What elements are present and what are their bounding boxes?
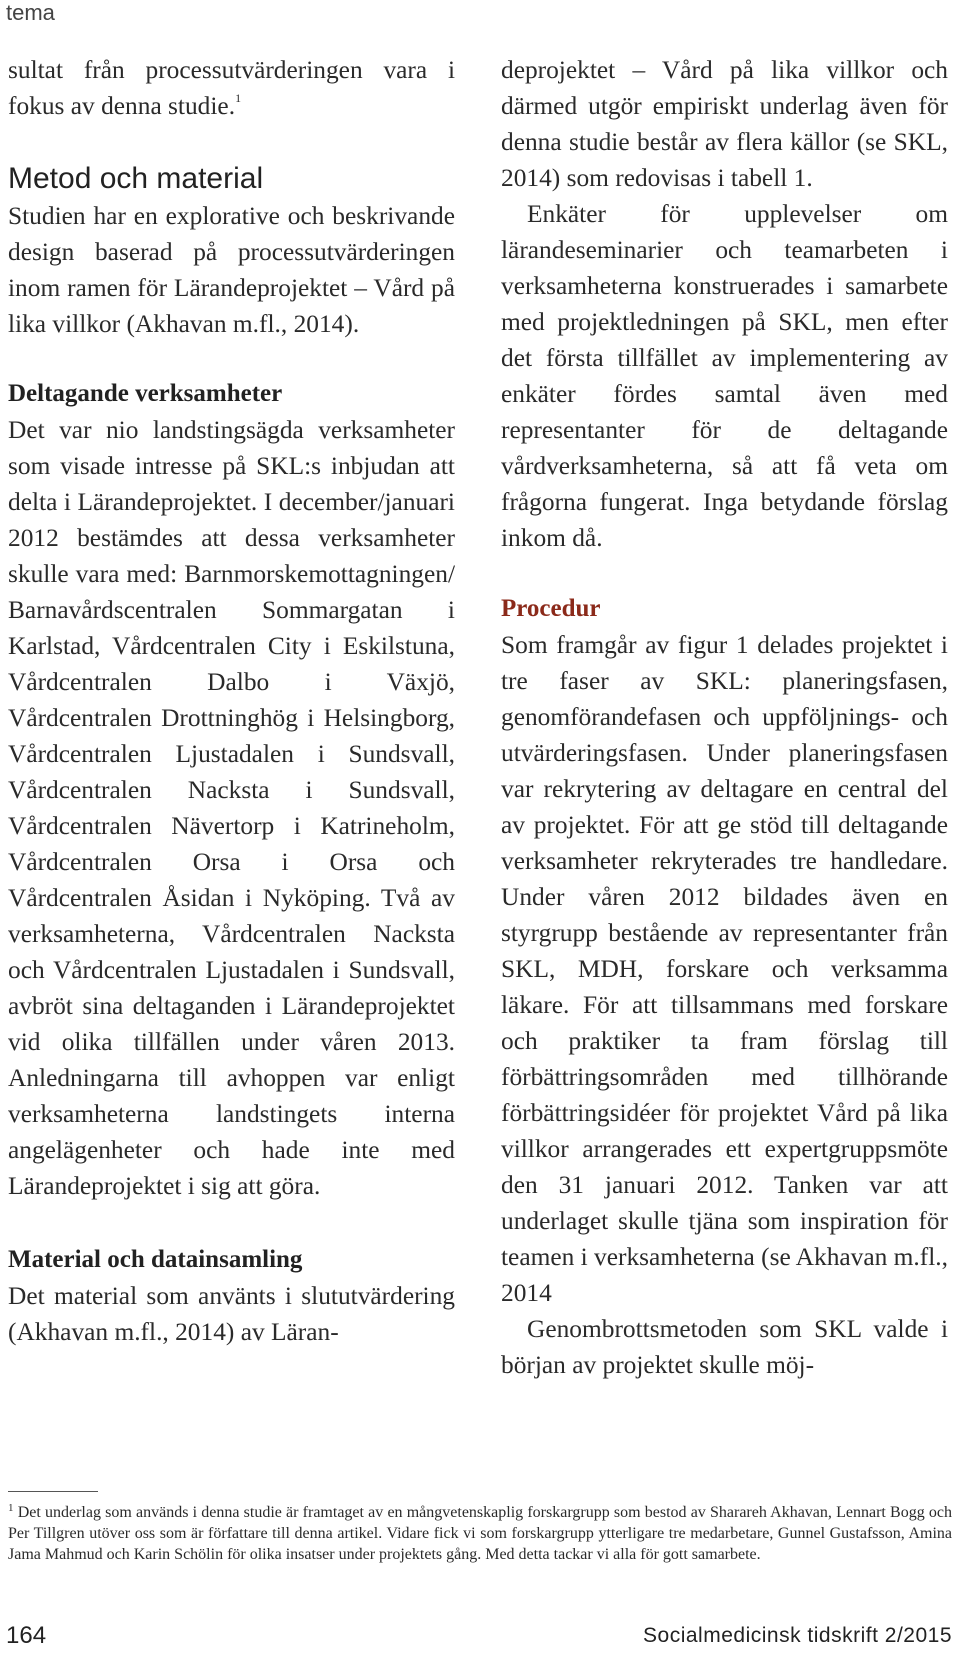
material-paragraph: Det material som använts i slututvärdering (Akhavan m.fl., 2014) av Läran- bbox=[8, 1282, 455, 1346]
procedure-paragraph: Som framgår av figur 1 delades projektet i tre faser av SKL: planeringsfasen, genomförandefasen och uppföljnings- och utvärderingsfasen. Under planeringsfasen var rekrytering av deltagare en central del av projektet. För att ge stöd till deltagande verksamheter rekryterades tre handledare. Under våren 2012 bildades även en styrgrupp bestående av representanter från SKL, MDH, forskare och verksamma läkare. För att tillsammans med forskare och praktiker ta fram förslag till förbättringsområden med tillhörande förbättringsidéer för projektet Vård på lika villkor arrangerades ett expertgruppsmöte den 31 januari 2012. Tanken var att underlaget skulle tjäna som inspiration för teamen i verksamheterna (se Akhavan m.fl., 2014 bbox=[501, 631, 948, 1307]
footnote bbox=[8, 1502, 952, 1565]
footnote-ref[interactable]: 1 bbox=[235, 91, 242, 105]
left-column bbox=[8, 52, 455, 1350]
heading-method: Metod och material bbox=[8, 162, 264, 195]
section-tag: tema bbox=[6, 0, 55, 25]
footnote-text: Det underlag som används i denna studie är framtaget av en mångvetenskaplig forskargrupp som bestod av Sharareh Akhavan, Lennart Bogg och Per Tillgren utöver oss som är författare till denna artikel. Vidare fick vi som forskargrupp ytterligare tre medarbetare, Gunnel Gustafsson, Amina Jama Mahmud och Karin Schölin för olika insatser under projektets gång. Med detta tackar vi alla för gott samarbete. bbox=[8, 1504, 952, 1563]
survey-paragraph: Enkäter för upplevelser om lärandeseminarier och teamarbeten i verksamheterna konstruerades i samarbete med projektledningen på SKL, men efter det första tillfället av implementering av enkäter fördes samtal även med representanter för de deltagande vårdverksamheterna, så att få veta om frågorna fungerat. Inga betydande förslag inkom då. bbox=[501, 200, 948, 552]
journal-name: Socialmedicinsk tidskrift 2/2015 bbox=[643, 1624, 952, 1647]
participants-paragraph: Det var nio landstingsägda verksamheter som visade intresse på SKL:s inbjudan att delta i Lärandeprojektet. I december/januari 2012 bestämdes att dessa verksamheter skulle vara med: Barnmorskemottagningen/ Barnavårdscentralen Sommargatan i Karlstad, Vårdcentralen City i Eskilstuna, Vårdcentralen Dalbo i Växjö, Vårdcentralen Drottninghög i Helsingborg, Vårdcentralen Ljustadalen i Sundsvall, Vårdcentralen Nacksta i Sundsvall, Vårdcentralen Nävertorp i Katrineholm, Vårdcentralen Orsa i Orsa och Vårdcentralen Åsidan i Nyköping. Två av verksamheterna, Vårdcentralen Nacksta och Vårdcentralen Ljustadalen i Sundsvall, avbröt sina deltaganden i Lärandeprojektet vid olika tillfällen under våren 2013. Anledningarna till avhoppen var enligt verksamheterna landstingets interna angelägenheter och hade inte med Lärandeprojektet i sig att göra. bbox=[8, 416, 455, 1200]
method-paragraph: Studien har en explorative och beskrivande design baserad på processutvärderingen inom ramen för Lärandeprojektet – Vård på lika villkor (Akhavan m.fl., 2014). bbox=[8, 202, 455, 338]
right-column bbox=[501, 52, 948, 1383]
intro-text: sultat från processutvärderingen vara i fokus av denna studie. bbox=[8, 56, 455, 120]
page-number: 164 bbox=[6, 1622, 47, 1649]
footnote-marker: 1 bbox=[8, 1502, 14, 1514]
heading-procedure: Procedur bbox=[501, 595, 601, 622]
continued-paragraph: deprojektet – Vård på lika villkor och därmed utgör empiriskt underlag även för denna studie består av flera källor (se SKL, 2014) som redovisas i tabell 1. bbox=[501, 56, 948, 192]
method-continued-paragraph: Genombrottsmetoden som SKL valde i början av projektet skulle möj- bbox=[501, 1315, 948, 1379]
footnote-divider bbox=[8, 1491, 98, 1492]
heading-material: Material och datainsamling bbox=[8, 1246, 303, 1273]
heading-participants: Deltagande verksamheter bbox=[8, 380, 283, 407]
intro-paragraph bbox=[8, 52, 455, 124]
